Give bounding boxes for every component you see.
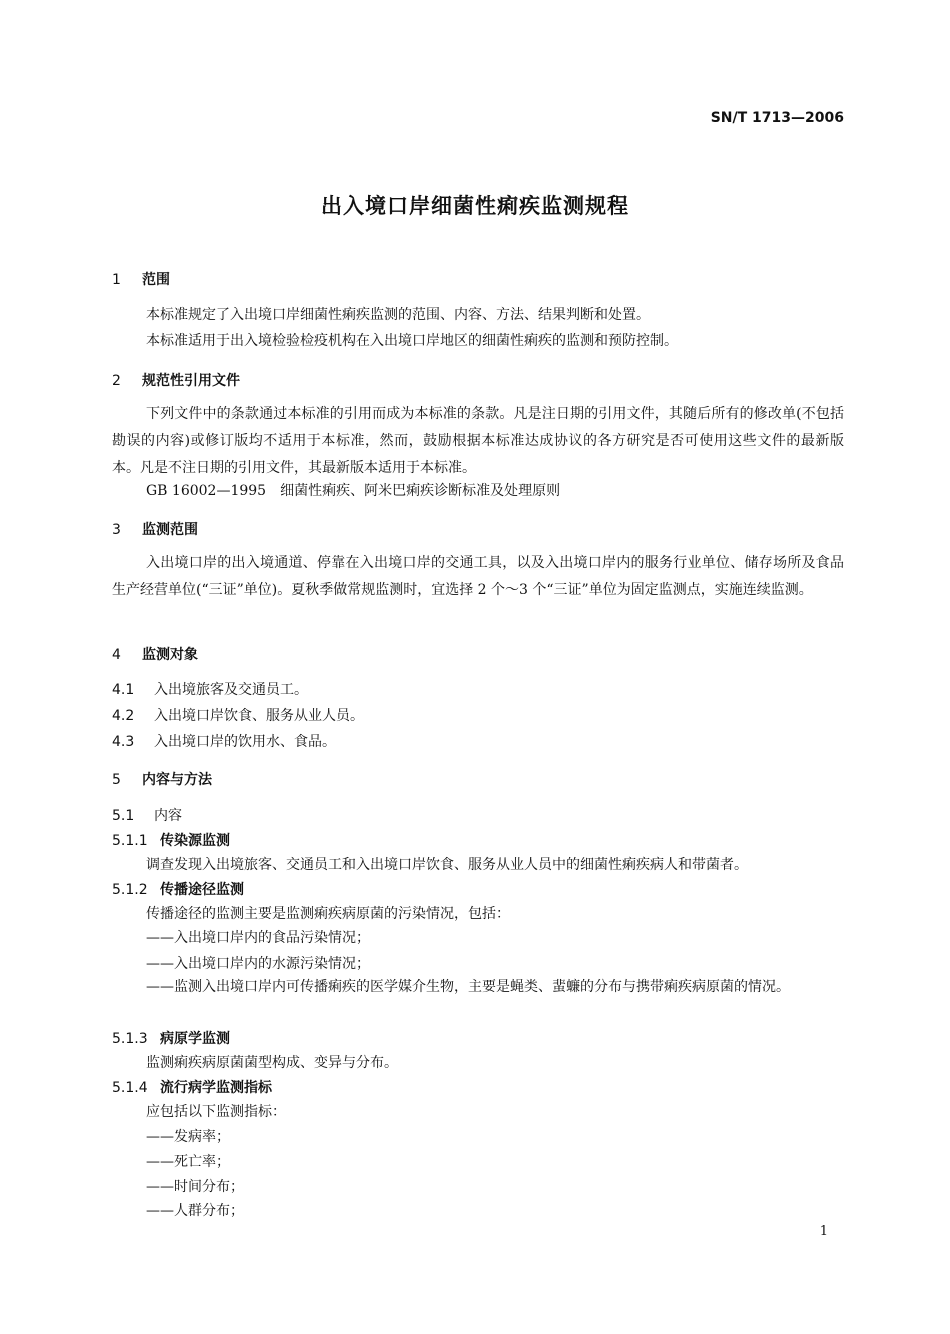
section-3-paragraph: 入出境口岸的出入境通道、停靠在入出境口岸的交通工具，以及入出境口岸内的服务行业单位、储存场所及食品生产经营单位(“三证”单位)。夏秋季做常规监测时，宜选择 2 个～3 个“三证”单位为固定监测点，实施连续监测。 [112,555,844,598]
section-5-1-4-heading: 5.1.4 流行病学监测指标 [112,1080,272,1096]
list-item: ——死亡率； [146,1154,230,1170]
list-item: ——发病率； [146,1129,230,1145]
list-item: 4.1 入出境旅客及交通员工。 [112,682,308,698]
section-5-1-3-text: 监测痢疾病原菌菌型构成、变异与分布。 [146,1055,398,1071]
section-2-heading: 2 规范性引用文件 [112,373,240,389]
section-5-1-1-heading: 5.1.1 传染源监测 [112,833,230,849]
section-5-1-2-text: 传播途径的监测主要是监测痢疾病原菌的污染情况，包括： [146,906,510,922]
list-item: ——入出境口岸内的食品污染情况； [146,930,370,946]
list-item: ——人群分布； [146,1203,244,1219]
section-2-reference: GB 16002—1995 细菌性痢疾、阿米巴痢疾诊断标准及处理原则 [146,483,561,499]
section-5-heading: 5 内容与方法 [112,772,212,788]
section-5-1-3-heading: 5.1.3 病原学监测 [112,1031,230,1047]
section-2-paragraph: 下列文件中的条款通过本标准的引用而成为本标准的条款。凡是注日期的引用文件，其随后所有的修改单(不包括勘误的内容)或修订版均不适用于本标准，然而，鼓励根据本标准达成协议的各方研究是否可使用这些文件的最新版本。凡是不注日期的引用文件，其最新版本适用于本标准。 [112,406,844,476]
section-4-heading: 4 监测对象 [112,647,198,663]
section-1-heading: 1 范围 [112,272,170,288]
section-5-1-1-text: 调查发现入出境旅客、交通员工和入出境口岸饮食、服务从业人员中的细菌性痢疾病人和带菌者。 [146,857,748,873]
list-item: ——入出境口岸内的水源污染情况； [146,956,370,972]
list-item: 4.2 入出境口岸饮食、服务从业人员。 [112,708,364,724]
list-item: ——时间分布； [146,1179,244,1195]
section-5-1-heading: 5.1 内容 [112,808,182,824]
standard-number: SN/T 1713—2006 [710,110,844,126]
section-1-line-2: 本标准适用于出入境检验检疫机构在入出境口岸地区的细菌性痢疾的监测和预防控制。 [146,333,678,349]
list-item: 4.3 入出境口岸的饮用水、食品。 [112,734,336,750]
section-5-1-2-heading: 5.1.2 传播途径监测 [112,882,244,898]
section-3-heading: 3 监测范围 [112,522,198,538]
document-title: 出入境口岸细菌性痢疾监测规程 [321,194,629,218]
section-1-line-1: 本标准规定了入出境口岸细菌性痢疾监测的范围、内容、方法、结果判断和处置。 [146,307,650,323]
section-5-1-4-text: 应包括以下监测指标： [146,1104,286,1120]
page-number: 1 [819,1224,828,1239]
list-item: ——监测入出境口岸内可传播痢疾的医学媒介生物，主要是蝇类、蜚蠊的分布与携带痢疾病原菌的情况。 [146,979,790,995]
